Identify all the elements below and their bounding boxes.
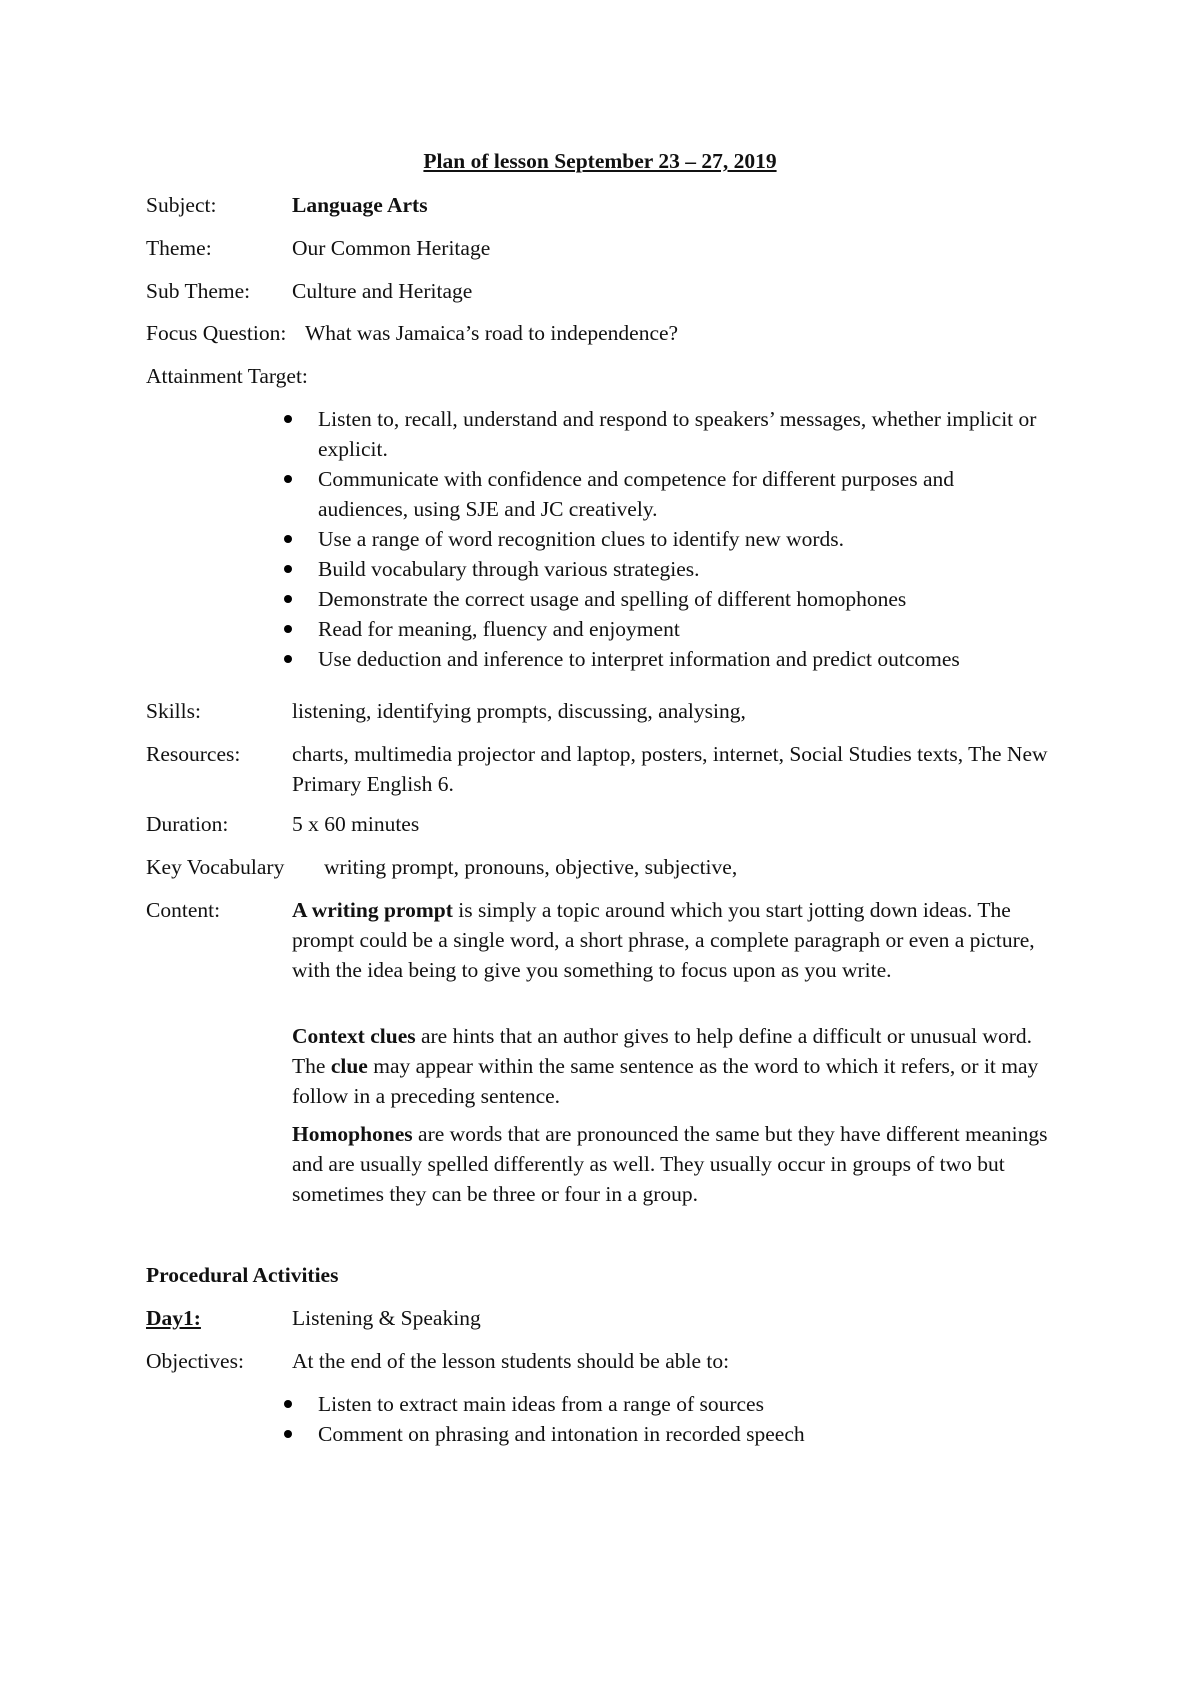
attainment-target-label: Attainment Target:: [146, 364, 308, 388]
homophones-text: are words that are pronounced the same but they have different meanings and are usually spelled differently as well. They usually occur in groups of two but sometimes they can be three or four in a group.: [292, 1122, 1048, 1206]
list-item: Listen to, recall, understand and respond to speakers’ messages, whether implicit or explicit.: [318, 404, 1038, 464]
writing-prompt-paragraph: [292, 895, 1057, 985]
list-item: Use deduction and inference to interpret information and predict outcomes: [318, 644, 1038, 674]
duration-label: Duration:: [146, 812, 229, 836]
context-clues-text-end: may appear within the same sentence as the word to which it refers, or it may follow in a preceding sentence.: [292, 1054, 1039, 1108]
content-label: Content:: [146, 898, 221, 922]
objectives-value: At the end of the lesson students should be able to:: [292, 1349, 730, 1373]
theme-label: Theme:: [146, 236, 212, 260]
theme-value: Our Common Heritage: [292, 236, 491, 260]
context-clues-paragraph: [292, 1021, 1057, 1111]
clue-term: clue: [330, 1054, 368, 1078]
attainment-target-list: [318, 404, 1038, 674]
homophones-term: Homophones: [292, 1122, 413, 1146]
writing-prompt-text: is simply a topic around which you start jotting down ideas. The prompt could be a single word, a short phrase, a complete paragraph or even a picture, with the idea being to give you something to focus upon as you write.: [292, 898, 1035, 982]
sub-theme-value: Culture and Heritage: [292, 279, 473, 303]
day1-label: Day1:: [146, 1306, 201, 1330]
skills-value: listening, identifying prompts, discussing, analysing,: [292, 699, 746, 723]
resources-label: Resources:: [146, 742, 241, 766]
list-item: Comment on phrasing and intonation in recorded speech: [318, 1419, 1038, 1449]
context-clues-text: are hints that an author gives to help define a difficult or unusual word. The: [292, 1024, 1032, 1078]
list-item: Communicate with confidence and competence for different purposes and audiences, using SJE and JC creatively.: [318, 464, 1038, 524]
focus-question-value: What was Jamaica’s road to independence?: [305, 321, 679, 345]
subject-label: Subject:: [146, 193, 217, 217]
subject-value: Language Arts: [292, 193, 428, 217]
list-item: Read for meaning, fluency and enjoyment: [318, 614, 1038, 644]
duration-value: 5 x 60 minutes: [292, 812, 420, 836]
list-item: Use a range of word recognition clues to identify new words.: [318, 524, 1038, 554]
writing-prompt-term: A writing prompt: [292, 898, 453, 922]
list-item: Listen to extract main ideas from a range of sources: [318, 1389, 1038, 1419]
homophones-paragraph: [292, 1119, 1057, 1209]
resources-value: charts, multimedia projector and laptop, posters, internet, Social Studies texts, The New Primary English 6.: [292, 742, 1048, 796]
context-clues-term: Context clues: [292, 1024, 416, 1048]
day1-value: Listening & Speaking: [292, 1306, 481, 1330]
key-vocabulary-value: writing prompt, pronouns, objective, subjective,: [324, 855, 738, 879]
list-item: Build vocabulary through various strategies.: [318, 554, 1038, 584]
focus-question-label: Focus Question:: [146, 321, 287, 345]
key-vocabulary-label: Key Vocabulary: [146, 855, 285, 879]
sub-theme-label: Sub Theme:: [146, 279, 251, 303]
objectives-label: Objectives:: [146, 1349, 244, 1373]
procedural-activities-heading: Procedural Activities: [146, 1263, 339, 1287]
list-item: Demonstrate the correct usage and spelling of different homophones: [318, 584, 1038, 614]
skills-label: Skills:: [146, 699, 201, 723]
objectives-list: [318, 1389, 1038, 1449]
page-title: Plan of lesson September 23 – 27, 2019: [423, 149, 777, 173]
